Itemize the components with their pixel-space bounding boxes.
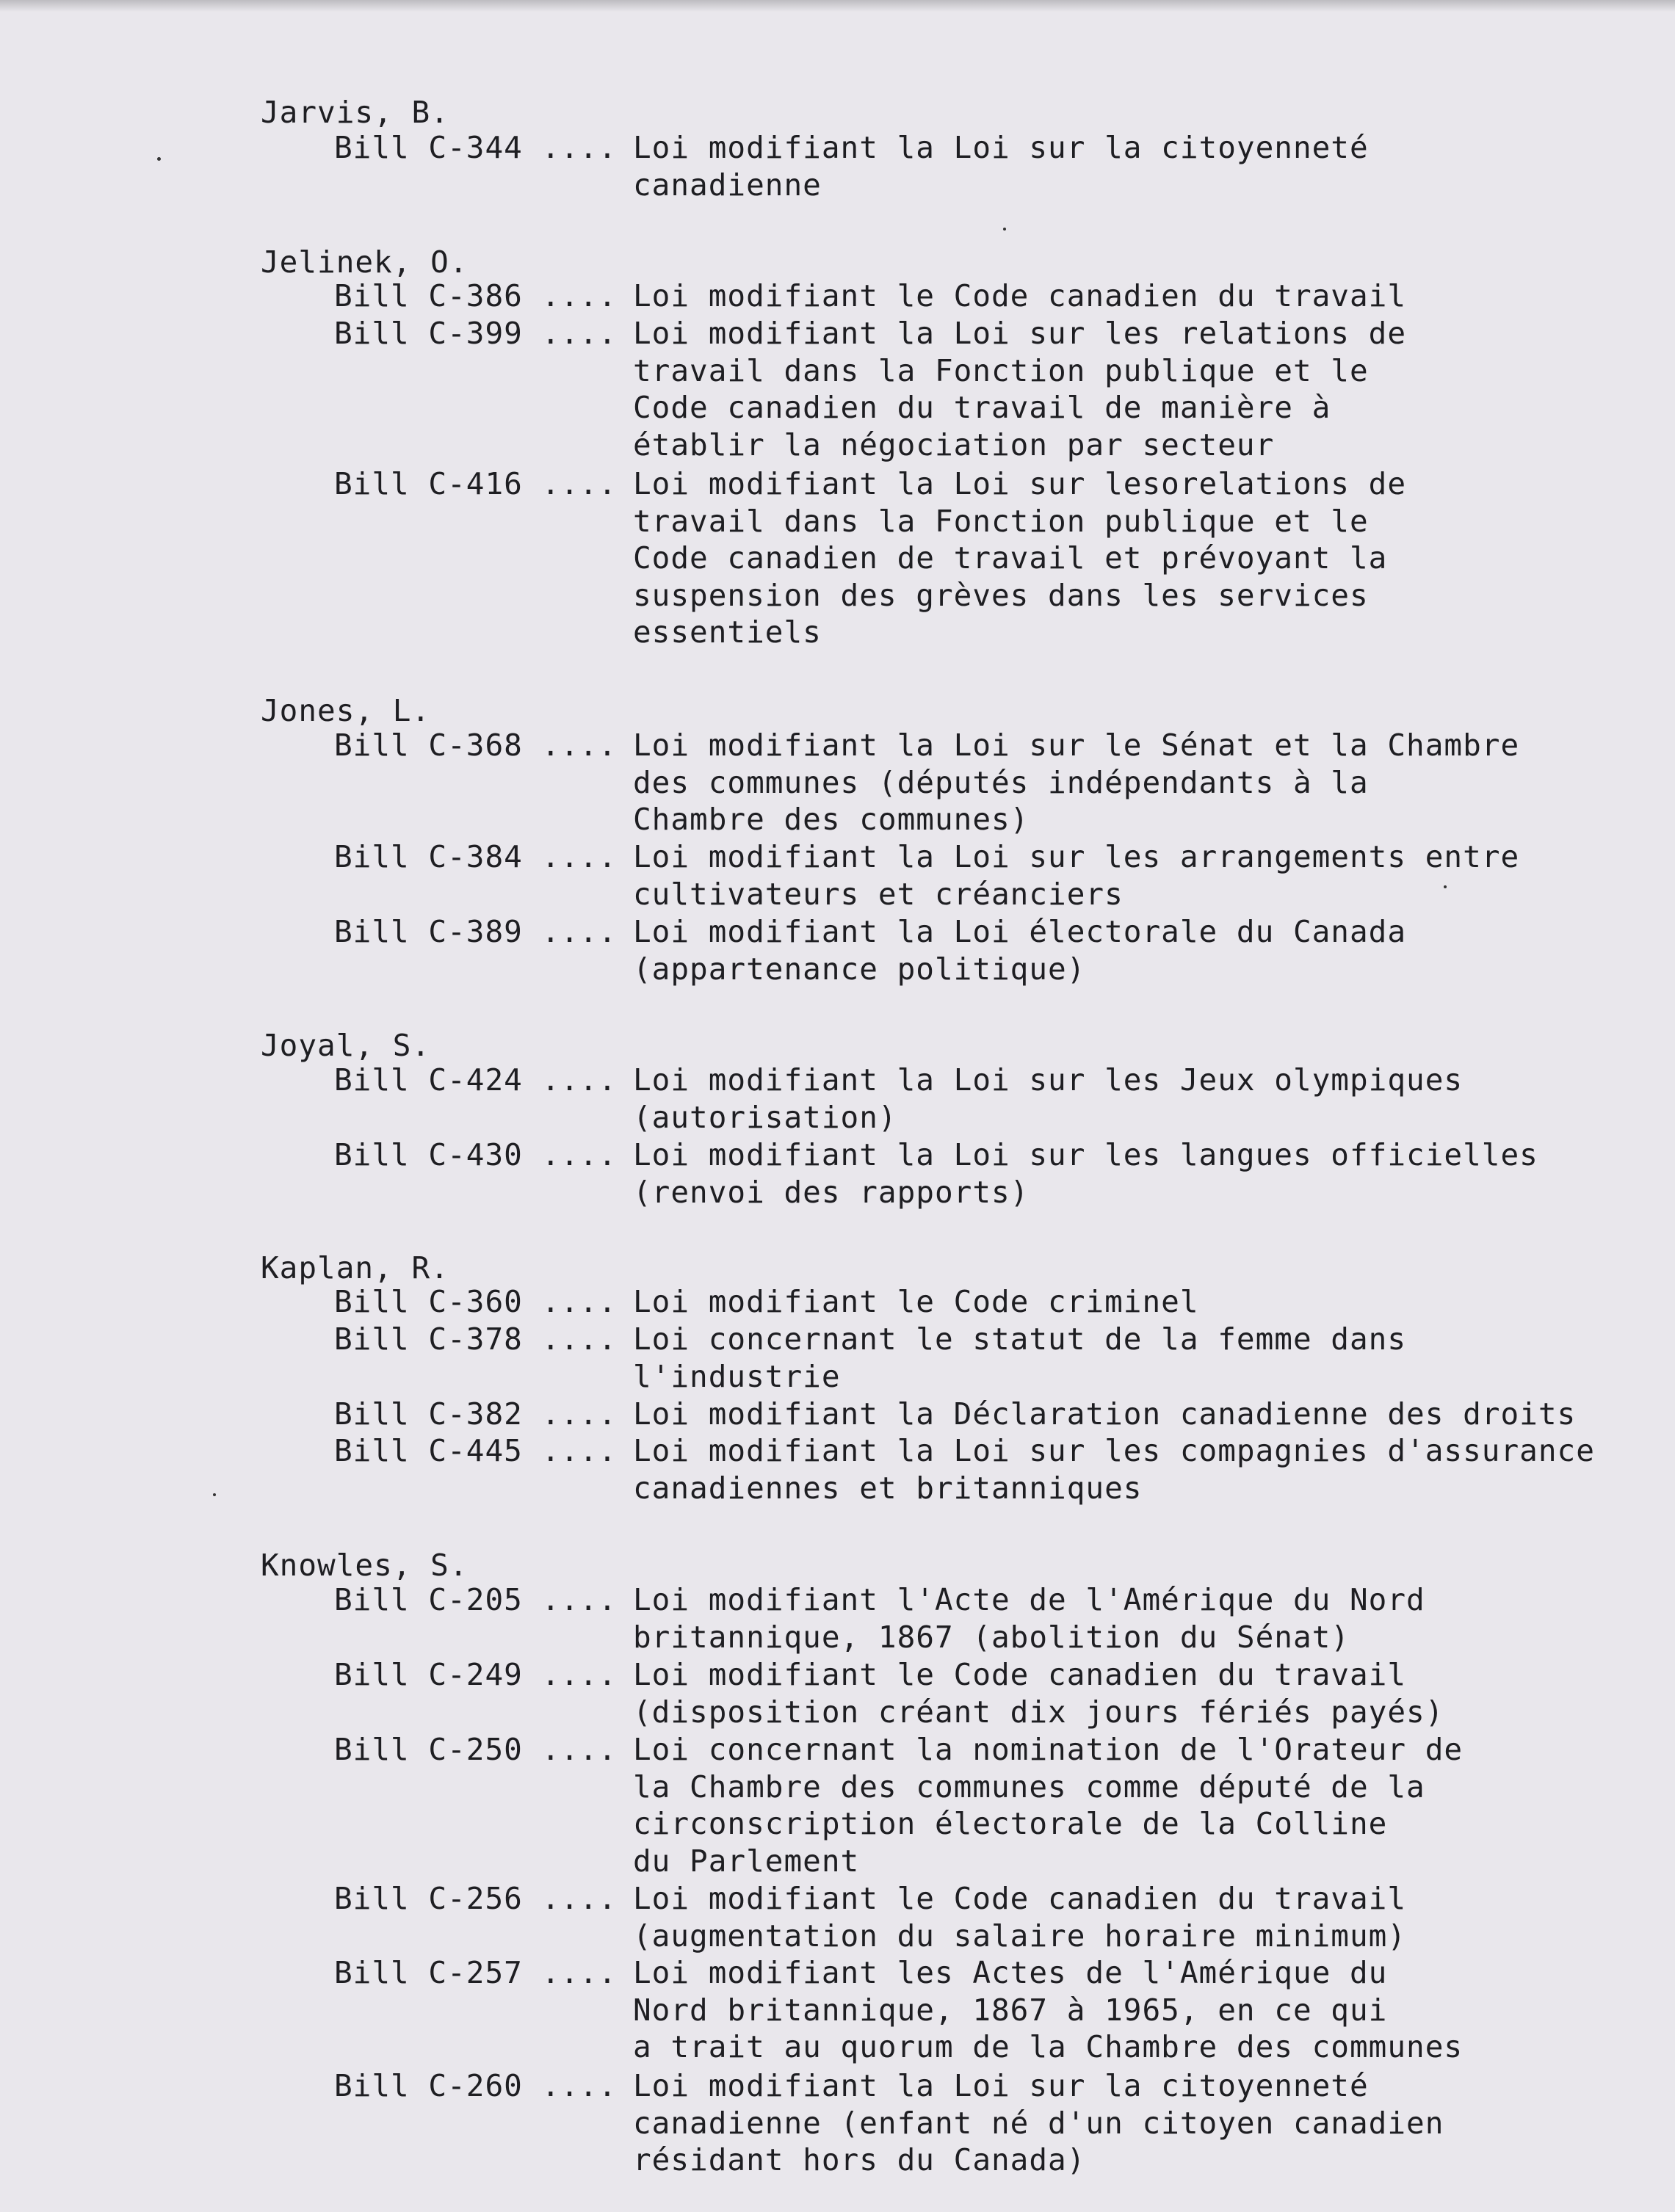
scan-speck: [213, 1493, 216, 1496]
member-name: Joyal, S.: [261, 1028, 431, 1063]
bill-title-line: Loi modifiant la Loi sur les Jeux olympiques: [633, 1062, 1464, 1098]
member-name: Jones, L.: [261, 693, 431, 728]
bill-title: [633, 1731, 1602, 1879]
bill-title-line: canadiennes et britanniques: [633, 1470, 1143, 1506]
bill-title-line: Loi modifiant la Loi sur la citoyenneté: [633, 130, 1369, 165]
bill-title-line: (renvoi des rapports): [633, 1174, 1030, 1210]
bill-number: Bill C-399 ....: [334, 316, 618, 351]
bill-title-line: (autorisation): [633, 1099, 897, 1135]
bill-title-line: suspension des grèves dans les services: [633, 577, 1369, 613]
bill-title-line: Loi modifiant la Loi sur les langues officielles: [633, 1137, 1538, 1172]
bill-title-line: circonscription électorale de la Colline: [633, 1806, 1388, 1841]
bill-title-line: Loi modifiant le Code canadien du travail: [633, 278, 1407, 313]
bill-title-line: des communes (députés indépendants à la: [633, 764, 1369, 800]
bill-title-line: essentiels: [633, 614, 822, 650]
bill-number: Bill C-257 ....: [334, 1955, 618, 1990]
bill-number: Bill C-250 ....: [334, 1732, 618, 1767]
bill-title-line: Loi modifiant la Loi sur les arrangements entre: [633, 839, 1520, 874]
bill-title: [633, 1396, 1602, 1433]
bill-title: [633, 2067, 1602, 2179]
bill-title-line: du Parlement: [633, 1843, 860, 1879]
bill-title: [633, 1581, 1602, 1656]
bill-title: [633, 315, 1602, 463]
bill-number: Bill C-424 ....: [334, 1062, 618, 1098]
bill-title-line: Loi concernant le statut de la femme dans: [633, 1321, 1407, 1357]
bill-title-line: Loi modifiant la Loi sur le Sénat et la Chambre: [633, 728, 1520, 763]
bill-number: Bill C-205 ....: [334, 1582, 618, 1617]
bill-title-line: a trait au quorum de la Chambre des communes: [633, 2029, 1464, 2064]
member-name: Knowles, S.: [261, 1548, 469, 1583]
bill-title-line: Loi modifiant les Actes de l'Amérique du: [633, 1955, 1388, 1990]
bill-title: [633, 1136, 1602, 1211]
bill-title-line: Loi modifiant la Déclaration canadienne des droits: [633, 1396, 1577, 1432]
scan-speck: [1003, 228, 1006, 231]
bill-number: Bill C-389 ....: [334, 914, 618, 949]
bill-title-line: Chambre des communes): [633, 802, 1030, 837]
bill-title-line: Loi modifiant la Loi sur la citoyenneté: [633, 2068, 1369, 2103]
bill-title: [633, 1656, 1602, 1730]
bill-title: [633, 129, 1602, 203]
bill-number: Bill C-344 ....: [334, 130, 618, 165]
bill-number: Bill C-260 ....: [334, 2068, 618, 2103]
bill-title: [633, 1321, 1602, 1395]
bill-number: Bill C-430 ....: [334, 1137, 618, 1172]
member-name: Jarvis, B.: [261, 95, 449, 130]
bill-title-line: canadienne (enfant né d'un citoyen canadien: [633, 2105, 1444, 2141]
bill-title-line: (appartenance politique): [633, 951, 1086, 987]
bill-title-line: l'industrie: [633, 1358, 841, 1394]
bill-title-line: Loi modifiant le Code canadien du travail: [633, 1657, 1407, 1692]
bill-title: [633, 1283, 1602, 1321]
bill-number: Bill C-249 ....: [334, 1657, 618, 1692]
bill-title-line: Loi modifiant la Loi électorale du Canada: [633, 914, 1407, 949]
bill-title-line: travail dans la Fonction publique et le: [633, 352, 1369, 388]
bill-number: Bill C-368 ....: [334, 728, 618, 763]
bill-title-line: Loi modifiant la Loi sur les compagnies d'assurance: [633, 1433, 1595, 1468]
bill-title: [633, 1954, 1602, 2066]
bill-title-line: la Chambre des communes comme député de la: [633, 1769, 1425, 1805]
bill-title-line: Loi modifiant la Loi sur les relations de: [633, 316, 1407, 351]
bill-title: [633, 465, 1602, 651]
bill-title: [633, 913, 1602, 987]
bill-title-line: résidant hors du Canada): [633, 2142, 1086, 2177]
bill-title-line: établir la négociation par secteur: [633, 427, 1275, 463]
bill-title-line: Loi modifiant le Code canadien du travail: [633, 1881, 1407, 1916]
bill-number: Bill C-384 ....: [334, 839, 618, 874]
bill-title: [633, 1880, 1602, 1954]
bill-number: Bill C-360 ....: [334, 1284, 618, 1319]
bill-title: [633, 278, 1602, 315]
scan-speck: [157, 157, 161, 161]
bill-number: Bill C-256 ....: [334, 1881, 618, 1916]
bill-number: Bill C-445 ....: [334, 1433, 618, 1468]
bill-title-line: Loi modifiant le Code criminel: [633, 1284, 1199, 1319]
bill-title: [633, 727, 1602, 838]
bill-title: [633, 1062, 1602, 1136]
bill-title-line: britannique, 1867 (abolition du Sénat): [633, 1619, 1350, 1655]
bill-title-line: canadienne: [633, 167, 822, 203]
bill-number: Bill C-378 ....: [334, 1321, 618, 1357]
bill-number: Bill C-416 ....: [334, 466, 618, 501]
member-name: Jelinek, O.: [261, 244, 469, 280]
bill-title-line: Code canadien de travail et prévoyant la: [633, 540, 1388, 576]
bill-title-line: Loi modifiant la Loi sur lesorelations de: [633, 466, 1407, 501]
bill-title-line: Loi concernant la nomination de l'Orateur de: [633, 1732, 1464, 1767]
bill-title: [633, 1432, 1602, 1506]
bill-number: Bill C-382 ....: [334, 1396, 618, 1432]
bill-title: [633, 838, 1602, 913]
bill-number: Bill C-386 ....: [334, 278, 618, 313]
bill-title-line: Code canadien du travail de manière à: [633, 390, 1331, 425]
bill-title-line: (augmentation du salaire horaire minimum): [633, 1918, 1407, 1954]
member-name: Kaplan, R.: [261, 1250, 449, 1286]
bill-title-line: cultivateurs et créanciers: [633, 876, 1124, 912]
scan-speck: [1444, 885, 1447, 888]
bill-title-line: travail dans la Fonction publique et le: [633, 503, 1369, 539]
bill-title-line: Loi modifiant l'Acte de l'Amérique du Nord: [633, 1582, 1425, 1617]
bill-title-line: Nord britannique, 1867 à 1965, en ce qui: [633, 1992, 1388, 2028]
bill-title-line: (disposition créant dix jours fériés payés): [633, 1694, 1444, 1730]
